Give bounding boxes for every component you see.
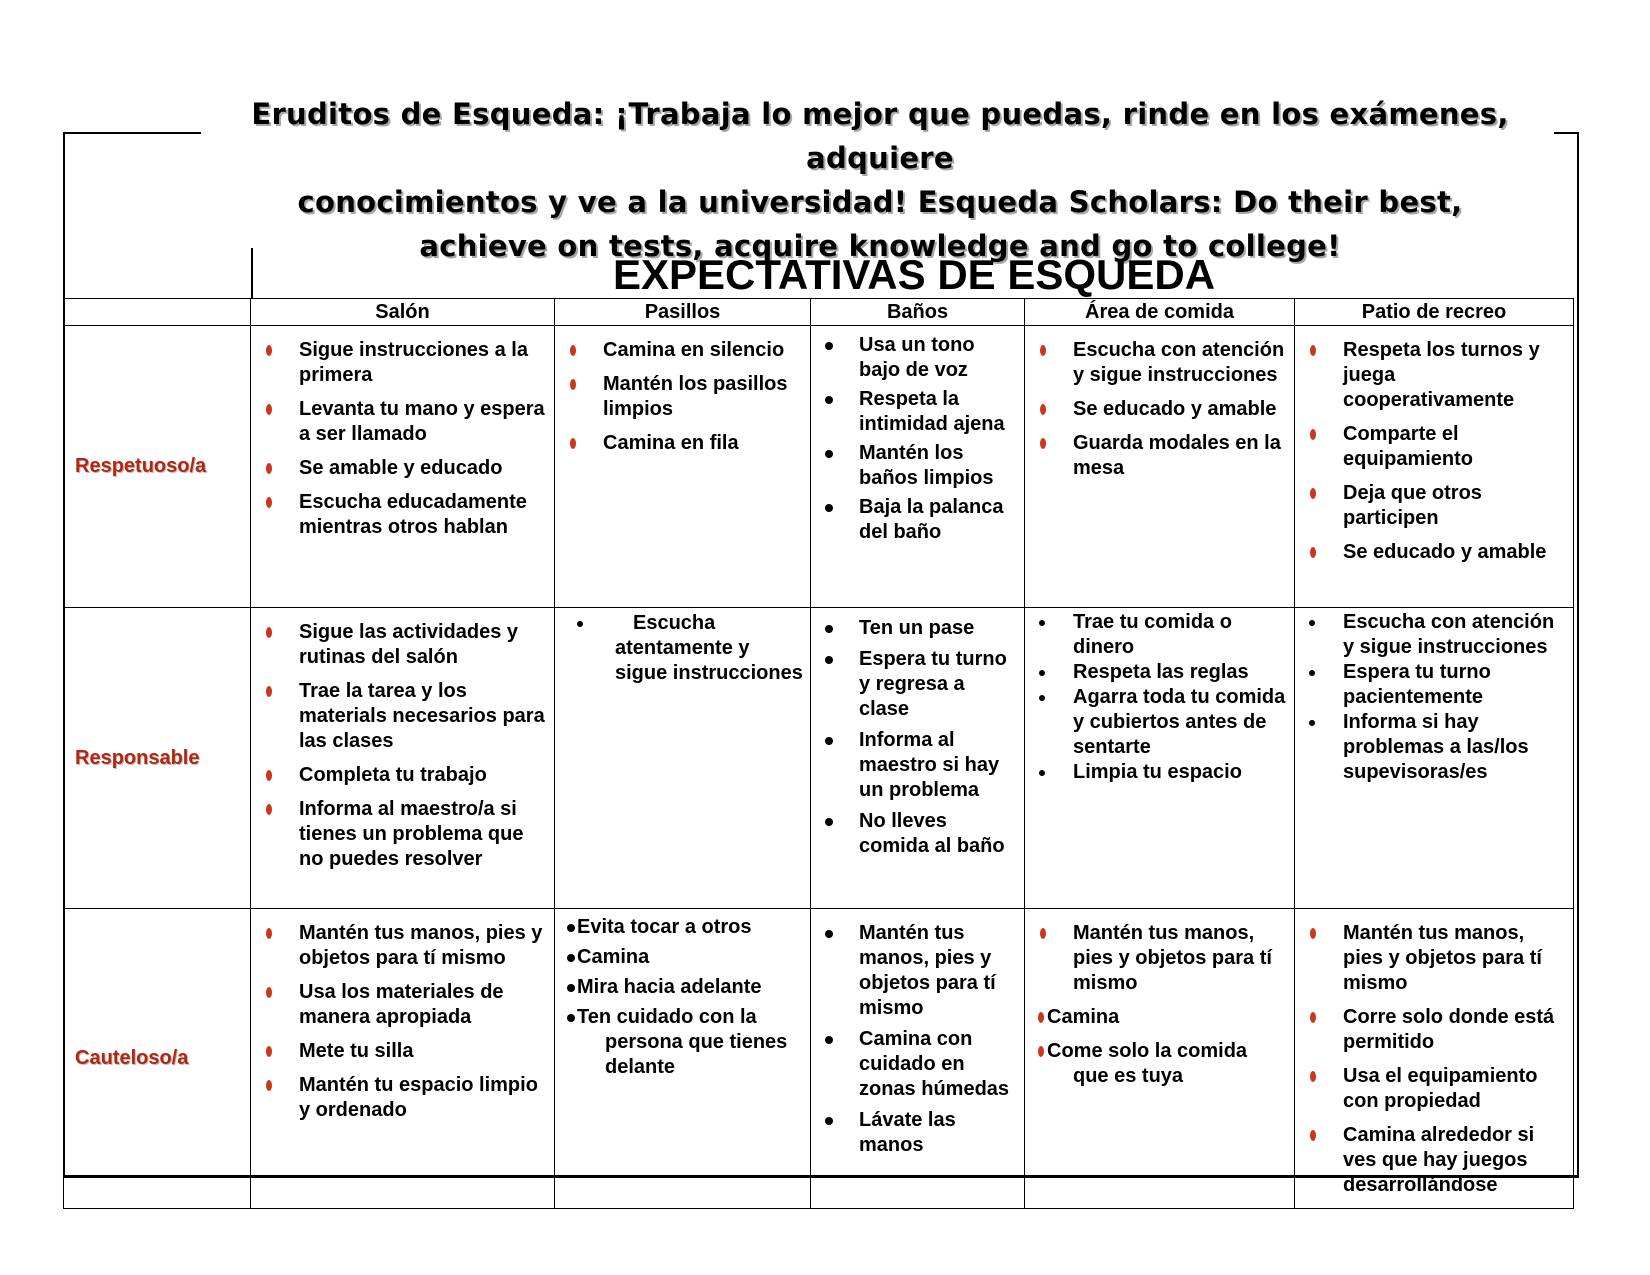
cell-responsable-area-de-comida bbox=[1025, 608, 1295, 909]
expectations-table bbox=[63, 298, 1574, 1209]
row-label-responsable: Responsable bbox=[64, 608, 251, 909]
list-item: No lleves comida al baño bbox=[811, 809, 1024, 859]
list-item: Come solo la comida que es tuya bbox=[1025, 1039, 1294, 1089]
bullet-icon bbox=[567, 954, 575, 962]
list-item: Limpia tu espacio bbox=[1025, 760, 1294, 785]
bullet-icon bbox=[1040, 928, 1046, 939]
list-item: Usa un tono bajo de voz bbox=[811, 333, 1024, 383]
list-item: Mantén los pasillos limpios bbox=[555, 372, 810, 422]
list-item: Informa si hay problemas a las/los supevisoras/es bbox=[1295, 710, 1573, 785]
column-header-pasillos: Pasillos bbox=[555, 299, 811, 326]
bullet-icon bbox=[570, 438, 576, 449]
list-item: Mantén tus manos, pies y objetos para tí mismo bbox=[1025, 921, 1294, 996]
bullet-icon bbox=[1039, 670, 1045, 676]
motto-line-2: conocimientos y ve a la universidad! Esqueda Scholars: Do their best, bbox=[297, 185, 1463, 219]
bullet-icon bbox=[825, 450, 833, 458]
bullet-icon bbox=[1310, 1071, 1316, 1082]
list-item: Camina con cuidado en zonas húmedas bbox=[811, 1027, 1024, 1102]
list-item: Escucha atentamente y sigue instrucciones bbox=[555, 611, 810, 686]
list-item: Evita tocar a otros bbox=[555, 915, 810, 940]
bullet-icon bbox=[567, 1014, 575, 1022]
list-item: Trae tu comida o dinero bbox=[1025, 610, 1294, 660]
bullet-icon bbox=[1309, 670, 1315, 676]
list-item: Comparte el equipamiento bbox=[1295, 422, 1573, 472]
bullet-icon bbox=[1040, 345, 1046, 356]
bullet-icon bbox=[1039, 770, 1045, 776]
bullet-icon bbox=[266, 686, 272, 697]
list-item: Mete tu silla bbox=[251, 1039, 554, 1064]
bullet-icon bbox=[825, 656, 833, 664]
list-item: Mantén tus manos, pies y objetos para tí mismo bbox=[1295, 921, 1573, 996]
list-item: Baja la palanca del baño bbox=[811, 495, 1024, 545]
bullet-icon bbox=[266, 345, 272, 356]
cell-cauteloso-pasillos bbox=[555, 909, 811, 1209]
bullet-icon bbox=[1039, 620, 1045, 626]
bullet-icon bbox=[1310, 429, 1316, 440]
list-item: Mantén tus manos, pies y objetos para tí mismo bbox=[811, 921, 1024, 1021]
bullet-icon bbox=[266, 497, 272, 508]
cell-responsable-banos bbox=[811, 608, 1025, 909]
list-item: Se educado y amable bbox=[1025, 397, 1294, 422]
row-label-cauteloso: Cauteloso/a bbox=[64, 909, 251, 1209]
list-item: Escucha con atención y sigue instrucciones bbox=[1025, 338, 1294, 388]
column-header-patio-de-recreo: Patio de recreo bbox=[1295, 299, 1574, 326]
bullet-icon bbox=[266, 1080, 272, 1091]
bullet-icon bbox=[825, 818, 833, 826]
bullet-icon bbox=[1038, 1012, 1044, 1023]
bullet-icon bbox=[825, 1117, 833, 1125]
motto-line-1: Eruditos de Esqueda: ¡Trabaja lo mejor que puedas, rinde en los exámenes, adquiere bbox=[251, 97, 1509, 175]
bullet-icon bbox=[266, 1046, 272, 1057]
cell-cauteloso-banos bbox=[811, 909, 1025, 1209]
list-item: Trae la tarea y los materials necesarios para las clases bbox=[251, 679, 554, 754]
cell-cauteloso-salon bbox=[251, 909, 555, 1209]
header-corner bbox=[64, 299, 251, 326]
cell-cauteloso-patio-de-recreo bbox=[1295, 909, 1574, 1209]
list-item: Ten cuidado con la persona que tienes delante bbox=[555, 1005, 810, 1080]
list-item: Camina bbox=[1025, 1005, 1294, 1030]
bullet-icon bbox=[825, 930, 833, 938]
table-row-responsable bbox=[64, 608, 1574, 909]
list-item: Camina alrededor si ves que hay juegos desarrollándose bbox=[1295, 1123, 1573, 1198]
bullet-icon bbox=[570, 345, 576, 356]
bullet-icon bbox=[1310, 547, 1316, 558]
list-item: Mira hacia adelante bbox=[555, 975, 810, 1000]
page-title: EXPECTATIVAS DE ESQUEDA bbox=[612, 251, 1216, 298]
table-row-respetuoso bbox=[64, 326, 1574, 608]
bullet-icon bbox=[1038, 1046, 1044, 1057]
bullet-icon bbox=[825, 1036, 833, 1044]
list-item: Completa tu trabajo bbox=[251, 763, 554, 788]
bullet-icon bbox=[1309, 620, 1315, 626]
cell-cauteloso-area-de-comida bbox=[1025, 909, 1295, 1209]
cell-respetuoso-banos bbox=[811, 326, 1025, 608]
bullet-icon bbox=[1039, 695, 1045, 701]
bullet-icon bbox=[1310, 488, 1316, 499]
list-item: Usa el equipamiento con propiedad bbox=[1295, 1064, 1573, 1114]
list-item: Se educado y amable bbox=[1295, 540, 1573, 565]
bullet-icon bbox=[1310, 1012, 1316, 1023]
column-header-salon: Salón bbox=[251, 299, 555, 326]
bullet-icon bbox=[577, 621, 583, 627]
column-header-area-de-comida: Área de comida bbox=[1025, 299, 1295, 326]
list-item: Respeta las reglas bbox=[1025, 660, 1294, 685]
cell-responsable-pasillos bbox=[555, 608, 811, 909]
cell-responsable-patio-de-recreo bbox=[1295, 608, 1574, 909]
cell-responsable-salon bbox=[251, 608, 555, 909]
list-item: Mantén los baños limpios bbox=[811, 441, 1024, 491]
list-item: Sigue instrucciones a la primera bbox=[251, 338, 554, 388]
list-item: Camina en fila bbox=[555, 431, 810, 456]
list-item: Ten un pase bbox=[811, 616, 1024, 641]
list-item: Escucha educadamente mientras otros hablan bbox=[251, 490, 554, 540]
bullet-icon bbox=[825, 625, 833, 633]
bullet-icon bbox=[825, 396, 833, 404]
list-item: Usa los materiales de manera apropiada bbox=[251, 980, 554, 1030]
bullet-icon bbox=[266, 404, 272, 415]
bullet-icon bbox=[1310, 345, 1316, 356]
list-item: Corre solo donde está permitido bbox=[1295, 1005, 1573, 1055]
bullet-icon bbox=[1040, 438, 1046, 449]
cell-respetuoso-patio-de-recreo bbox=[1295, 326, 1574, 608]
bullet-icon bbox=[266, 627, 272, 638]
list-item: Escucha con atención y sigue instrucciones bbox=[1295, 610, 1573, 660]
list-item: Espera tu turno y regresa a clase bbox=[811, 647, 1024, 722]
list-item: Respeta la intimidad ajena bbox=[811, 387, 1024, 437]
list-item: Informa al maestro/a si tienes un problema que no puedes resolver bbox=[251, 797, 554, 872]
row-label-respetuoso: Respetuoso/a bbox=[64, 326, 251, 608]
bullet-icon bbox=[567, 924, 575, 932]
list-item: Camina en silencio bbox=[555, 338, 810, 363]
bullet-icon bbox=[1310, 1130, 1316, 1141]
list-item: Mantén tu espacio limpio y ordenado bbox=[251, 1073, 554, 1123]
bullet-icon bbox=[825, 342, 833, 350]
list-item: Respeta los turnos y juega cooperativamente bbox=[1295, 338, 1573, 413]
frame-top-line-left bbox=[63, 132, 201, 134]
list-item: Camina bbox=[555, 945, 810, 970]
bullet-icon bbox=[567, 984, 575, 992]
motto-line-3: achieve on tests, acquire knowledge and go to college! bbox=[419, 229, 1341, 263]
list-item: Deja que otros participen bbox=[1295, 481, 1573, 531]
bullet-icon bbox=[266, 928, 272, 939]
motto-heading bbox=[200, 92, 1560, 268]
bullet-icon bbox=[266, 463, 272, 474]
list-item: Sigue las actividades y rutinas del salón bbox=[251, 620, 554, 670]
list-item: Informa al maestro si hay un problema bbox=[811, 728, 1024, 803]
bullet-icon bbox=[266, 804, 272, 815]
list-item: Se amable y educado bbox=[251, 456, 554, 481]
list-item: Agarra toda tu comida y cubiertos antes de sentarte bbox=[1025, 685, 1294, 760]
bullet-icon bbox=[266, 770, 272, 781]
list-item: Mantén tus manos, pies y objetos para tí mismo bbox=[251, 921, 554, 971]
cell-respetuoso-salon bbox=[251, 326, 555, 608]
bullet-icon bbox=[266, 987, 272, 998]
list-item: Levanta tu mano y espera a ser llamado bbox=[251, 397, 554, 447]
list-item: Guarda modales en la mesa bbox=[1025, 431, 1294, 481]
bullet-icon bbox=[1040, 404, 1046, 415]
table-row-cauteloso bbox=[64, 909, 1574, 1209]
bullet-icon bbox=[1310, 928, 1316, 939]
bullet-icon bbox=[825, 737, 833, 745]
bullet-icon bbox=[1309, 720, 1315, 726]
list-item: Lávate las manos bbox=[811, 1108, 1024, 1158]
list-item: Espera tu turno pacientemente bbox=[1295, 660, 1573, 710]
cell-respetuoso-area-de-comida bbox=[1025, 326, 1295, 608]
bullet-icon bbox=[570, 379, 576, 390]
bullet-icon bbox=[825, 504, 833, 512]
table-header-row bbox=[64, 299, 1574, 326]
cell-respetuoso-pasillos bbox=[555, 326, 811, 608]
column-header-banos: Baños bbox=[811, 299, 1025, 326]
